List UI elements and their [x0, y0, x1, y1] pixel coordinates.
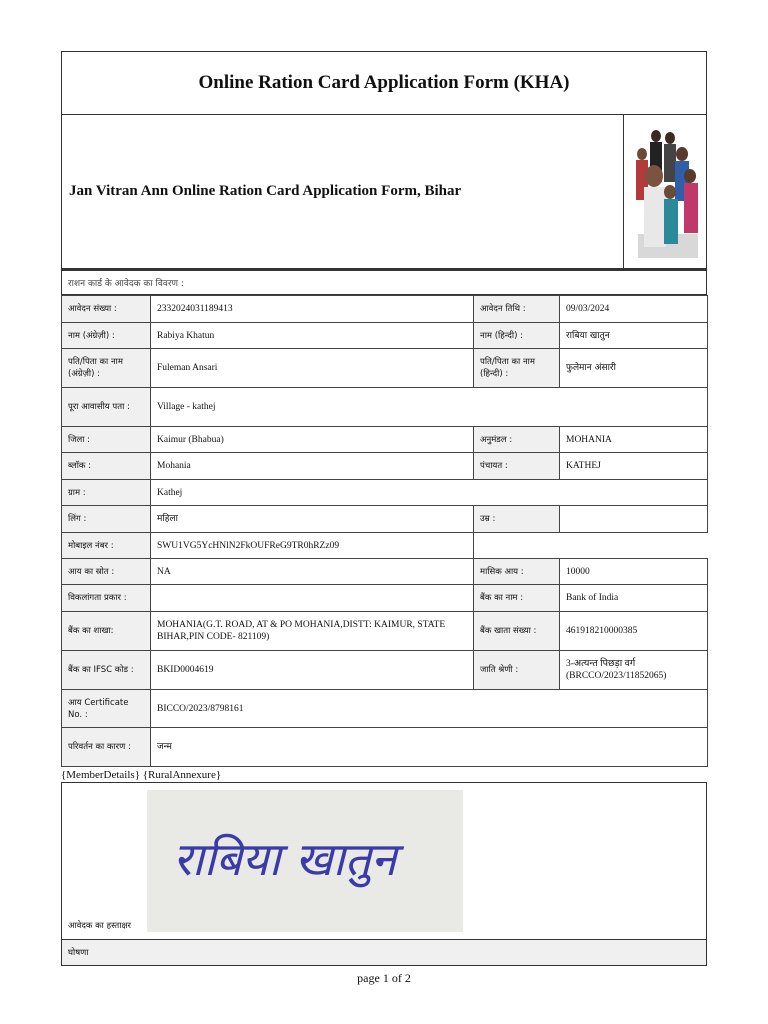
monthly-income-label: मासिक आय : [474, 559, 560, 585]
address-value: Village - kathej [151, 388, 708, 427]
page-title: Online Ration Card Application Form (KHA) [198, 72, 570, 93]
account-no-value: 461918210000385 [560, 612, 708, 651]
gender-value: महिला [151, 506, 474, 533]
bank-branch-value: MOHANIA(G.T. ROAD, AT & PO MOHANIA,DISTT: KAIMUR, STATE BIHAR,PIN CODE- 821109) [151, 612, 474, 651]
signature-label: आवेदक का हस्ताक्षर [68, 921, 132, 931]
panchayat-value: KATHEJ [560, 453, 708, 480]
change-reason-value: जन्म [151, 728, 708, 767]
gender-label: लिंग : [62, 506, 151, 533]
declaration-label: घोषणा [61, 940, 707, 966]
rural-annexure-link[interactable]: {RuralAnnexure} [142, 769, 222, 781]
age-value [560, 506, 708, 533]
block-label: ब्लॉक : [62, 453, 151, 480]
panchayat-label: पंचायत : [474, 453, 560, 480]
mobile-label: मोबाइल नंबर : [62, 533, 151, 559]
table-row [62, 296, 708, 323]
application-date-value: 09/03/2024 [560, 296, 708, 323]
name-hi-label: नाम (हिन्दी) : [474, 323, 560, 349]
form-subtitle: Jan Vitran Ann Online Ration Card Application Form, Bihar [69, 183, 462, 199]
account-no-label: बैंक खाता संख्या : [474, 612, 560, 651]
age-label: उम्र : [474, 506, 560, 533]
mobile-value: SWU1VG5YcHNlN2FkOUFReG9TR0hRZz09 [151, 533, 474, 559]
father-hi-label: पति/पिता का नाम (हिन्दी) : [474, 349, 560, 388]
application-no-value: 2332024031189413 [151, 296, 474, 323]
table-row [62, 690, 708, 728]
mobile-row-blank [474, 533, 708, 559]
table-row [62, 533, 708, 559]
bank-branch-label: बैंक का शाखा: [62, 612, 151, 651]
signature-text: राबिया खातुन [173, 832, 397, 886]
district-value: Kaimur (Bhabua) [151, 427, 474, 453]
header-photo [623, 115, 706, 268]
village-value: Kathej [151, 480, 708, 506]
ifsc-value: BKID0004619 [151, 651, 474, 690]
table-row [62, 388, 708, 427]
subdivision-label: अनुमंडल : [474, 427, 560, 453]
caste-label: जाति श्रेणी : [474, 651, 560, 690]
change-reason-label: परिवर्तन का कारण : [62, 728, 151, 767]
header-box [61, 115, 707, 269]
title-box [61, 51, 707, 115]
table-row [62, 480, 708, 506]
table-row [62, 506, 708, 533]
father-en-value: Fuleman Ansari [151, 349, 474, 388]
father-hi-value: फुलेमान अंसारी [560, 349, 708, 388]
ifsc-label: बैंक का IFSC कोड : [62, 651, 151, 690]
member-details-link[interactable]: {MemberDetails} [61, 769, 140, 781]
bank-name-value: Bank of India [560, 585, 708, 612]
table-row [62, 427, 708, 453]
income-source-label: आय का स्रोत : [62, 559, 151, 585]
disability-label: विकलांगता प्रकार : [62, 585, 151, 612]
village-label: ग्राम : [62, 480, 151, 506]
monthly-income-value: 10000 [560, 559, 708, 585]
family-group-photo [630, 124, 700, 260]
applicant-details-table [61, 295, 708, 767]
table-row [62, 585, 708, 612]
table-row [62, 559, 708, 585]
subdivision-value: MOHANIA [560, 427, 708, 453]
table-row [62, 612, 708, 651]
form-page [61, 51, 707, 966]
annexure-links [61, 769, 707, 782]
table-row [62, 323, 708, 349]
name-en-label: नाम (अंग्रेज़ी) : [62, 323, 151, 349]
table-row [62, 651, 708, 690]
district-label: जिला : [62, 427, 151, 453]
caste-value: 3-अत्यन्त पिछड़ा वर्ग (BRCCO/2023/11852065) [560, 651, 708, 690]
bank-name-label: बैंक का नाम : [474, 585, 560, 612]
page-footer: page 1 of 2 [357, 971, 411, 985]
table-row [62, 349, 708, 388]
section-title-applicant: राशन कार्ड के आवेदक का विवरण : [61, 269, 707, 295]
table-row [62, 728, 708, 767]
block-value: Mohania [151, 453, 474, 480]
signature-box [61, 782, 707, 940]
signature-image [147, 790, 463, 932]
income-cert-label: आय Certificate No. : [62, 690, 151, 728]
income-cert-value: BICCO/2023/8798161 [151, 690, 708, 728]
name-en-value: Rabiya Khatun [151, 323, 474, 349]
address-label: पूरा आवासीय पता : [62, 388, 151, 427]
income-source-value: NA [151, 559, 474, 585]
father-en-label: पति/पिता का नाम (अंग्रेज़ी) : [62, 349, 151, 388]
application-date-label: आवेदन तिथि : [474, 296, 560, 323]
table-row [62, 453, 708, 480]
name-hi-value: राबिया खातुन [560, 323, 708, 349]
disability-value [151, 585, 474, 612]
application-no-label: आवेदन संख्या : [62, 296, 151, 323]
